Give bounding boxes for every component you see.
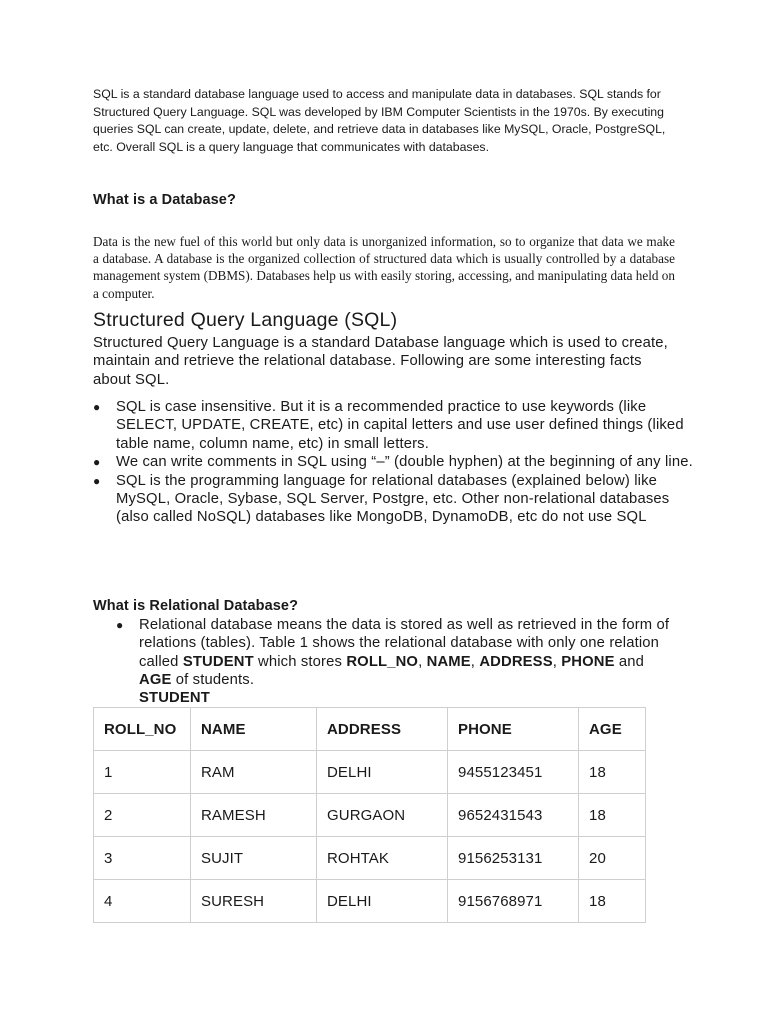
bullet-icon: ● [93,400,101,414]
list-item [93,472,693,527]
relational-heading: What is Relational Database? [93,598,299,614]
fact-text: SQL is case insensitive. But it is a recommended practice to use keywords (like SELECT, UPDATE, CREATE, etc) in capital letters and use user defined things (liked table name, column name, etc) in small letters. [116,399,684,452]
field-name: PHONE [561,653,615,670]
table-cell: 1 [94,751,191,794]
table-cell: SURESH [191,880,317,923]
field-name: NAME [426,653,471,670]
table-cell: GURGAON [317,794,448,837]
sql-heading: Structured Query Language (SQL) [93,309,398,331]
table-cell: 18 [579,880,646,923]
table-row [94,751,646,794]
bullet-icon: ● [93,473,101,488]
table-cell: RAMESH [191,794,317,837]
bullet-icon: ● [93,455,101,470]
table-cell: 4 [94,880,191,923]
column-header-phone: PHONE [448,708,579,751]
table-cell: 2 [94,794,191,837]
table-cell: 9652431543 [448,794,579,837]
bullet-icon: ● [116,618,124,632]
table-cell: RAM [191,751,317,794]
table-cell: DELHI [317,880,448,923]
field-name: ADDRESS [479,653,553,670]
table-cell: 9156253131 [448,837,579,880]
table-cell: 20 [579,837,646,880]
field-name: AGE [139,672,172,689]
table-cell: 18 [579,794,646,837]
field-name: ROLL_NO [346,653,419,670]
column-header-address: ADDRESS [317,708,448,751]
column-header-roll-no: ROLL_NO [94,708,191,751]
table-cell: 3 [94,837,191,880]
table-caption: STUDENT [139,690,210,706]
table-cell: 9156768971 [448,880,579,923]
table-cell: ROHTAK [317,837,448,880]
table-cell: 9455123451 [448,751,579,794]
column-header-name: NAME [191,708,317,751]
relational-text: Relational database means the data is stored as well as retrieved in the form of relations (tables). Table 1 shows the relational database with only one relation called STUDENT which stores ROLL_NO, NAME, ADDRESS, PHONE and AGE of students. [139,617,670,689]
relational-list [116,616,676,690]
table-cell: 18 [579,751,646,794]
table-cell: SUJIT [191,837,317,880]
table-row [94,837,646,880]
table-row [94,794,646,837]
list-item [93,398,693,453]
fact-text: We can write comments in SQL using “–” (double hyphen) at the beginning of any line. [116,454,693,471]
table-row [94,880,646,923]
column-header-age: AGE [579,708,646,751]
fact-text: SQL is the programming language for relational databases (explained below) like MySQL, Oracle, Sybase, SQL Server, Postgre, etc. Other non-relational databases (also called NoSQL) databases like MongoDB, DynamoDB, etc do not use SQL [116,472,670,526]
database-paragraph: Data is the new fuel of this world but only data is unorganized information, so to organize that data we make a database. A database is the organized collection of structured data which is usually controlled by a database management system (DBMS). Databases help us with easily storing, accessing, and manipulating data held on a computer. [93,234,675,301]
intro-paragraph: SQL is a standard database language used to access and manipulate data in databases. SQL stands for Structured Query Language. SQL was developed by IBM Computer Scientists in the 1970s. By executing queries SQL can create, update, delete, and retrieve data in databases like MySQL, Oracle, PostgreSQL, etc. Overall SQL is a query language that communicates with databases. [93,87,666,154]
relation-name: STUDENT [182,653,254,670]
sql-intro-paragraph: Structured Query Language is a standard Database language which is used to create, maintain and retrieve the relational database. Following are some interesting facts about SQL. [93,335,668,388]
list-item [93,453,693,471]
sql-facts-list [93,398,693,527]
table-cell: DELHI [317,751,448,794]
database-heading: What is a Database? [93,192,236,208]
table-header-row [94,708,646,751]
list-item [116,616,676,690]
student-table [93,707,646,923]
